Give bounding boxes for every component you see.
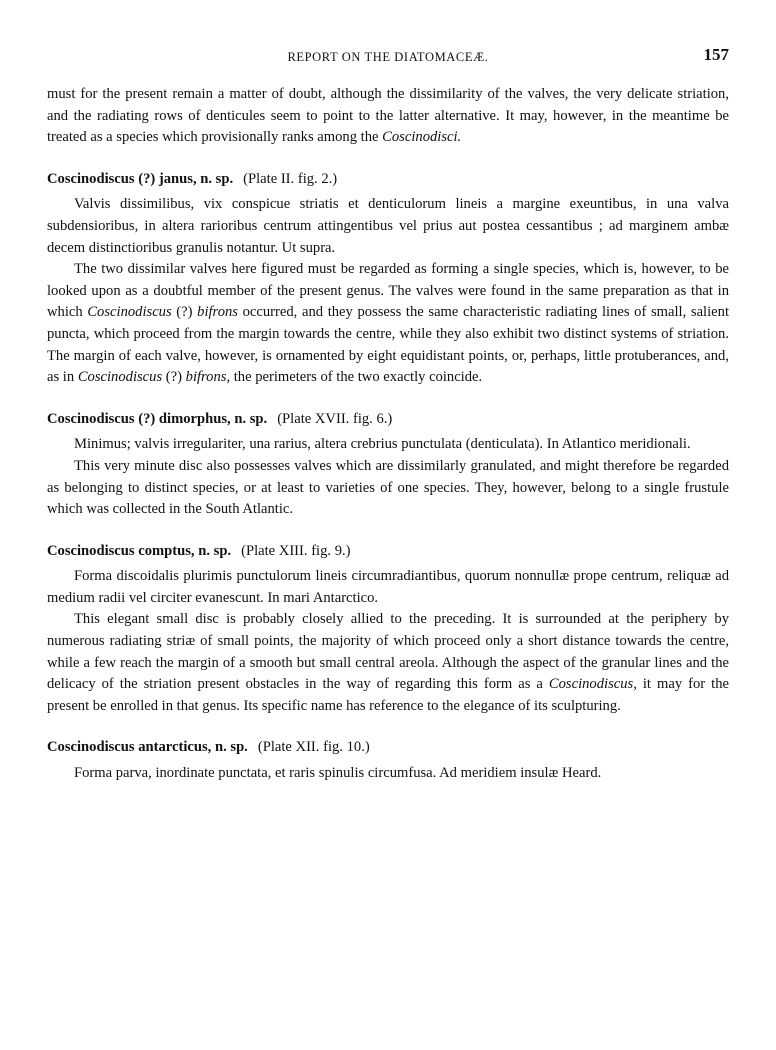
description-text: The two dissimilar valves here figured must be regarded as forming a single species, which is, however, to be looked upon as a doubtful member of the present genus. The valves were found in the same preparation as that in which bbox=[47, 261, 729, 321]
description-italic: bifrons, bbox=[185, 369, 231, 386]
description-paragraph: This very minute disc also possesses valves which are dissimilarly granulated, and might therefore be regarded as belonging to distinct species, or at least to varieties of one species. They, however, belong to a single frustule which was collected in the South Atlantic. bbox=[47, 457, 729, 518]
species-entry-janus bbox=[47, 169, 729, 389]
species-entry-dimorphus bbox=[47, 409, 729, 521]
plate-reference: (Plate II. fig. 2.) bbox=[243, 170, 338, 187]
intro-text: must for the present remain a matter of doubt, although the dissimilarity of the valves, the very delicate striation, and the radiating rows of denticules seem to point to the latter alternative. It may, however, in the meantime be treated as a species which provisionally ranks among the bbox=[47, 86, 729, 146]
description-paragraph bbox=[47, 259, 729, 389]
species-heading bbox=[47, 169, 729, 191]
latin-diagnosis: Forma discoidalis plurimis punctulorum lineis circumradiantibus, quorum nonnullæ prope centrum, reliquæ ad medium radii vel circiter evanescunt. In mari Antarctico. bbox=[47, 568, 729, 606]
latin-diagnosis: Minimus; valvis irregulariter, una rarius, altera crebrius punctulata (denticulata). In Atlantico meridionali. bbox=[74, 436, 691, 453]
description-italic: bifrons bbox=[197, 304, 238, 321]
species-name: Coscinodiscus (?) janus, n. sp. bbox=[47, 170, 234, 187]
plate-reference: (Plate XII. fig. 10.) bbox=[257, 739, 370, 756]
description-text: This elegant small disc is probably closely allied to the preceding. It is surrounded at the periphery by numerous radiating striæ of small points, the majority of which proceed only a short distance towards the centre, while a few reach the margin of a smooth but small central areola. Although the aspect of the granular lines and the delicacy of the striation present obstacles in the way of regarding this form as a bbox=[47, 611, 729, 693]
latin-diagnosis: Valvis dissimilibus, vix conspicue striatis et denticulorum lineis a margine exeuntibus, in una valva subdensioribus, in altera rarioribus centrum attingentibus vel prius aut postea cessantibus ; ad marginem ambæ decem distinctioribus granulis notantur. Ut supra. bbox=[47, 196, 729, 256]
plate-reference: (Plate XVII. fig. 6.) bbox=[277, 410, 393, 427]
species-entry-comptus bbox=[47, 541, 729, 718]
document-page bbox=[47, 44, 729, 785]
intro-italic: Coscinodisci. bbox=[382, 129, 462, 146]
species-heading bbox=[47, 737, 729, 759]
description-italic: Coscinodiscus, bbox=[548, 676, 637, 693]
description-paragraph bbox=[47, 609, 729, 717]
species-name: Coscinodiscus comptus, n. sp. bbox=[47, 542, 232, 559]
running-head bbox=[47, 44, 729, 70]
species-name: Coscinodiscus antarcticus, n. sp. bbox=[47, 739, 248, 756]
description-text: occurred, and they possess the same characteristic radiating lines of small, salient puncta, which proceed from the margin towards the centre, while they also exhibit two distinct systems of striation. The margin of each valve, however, is ornamented by eight equidistant points, or, perhaps, little protuberances, and, as in bbox=[47, 304, 729, 386]
page-number: 157 bbox=[703, 45, 729, 64]
plate-reference: (Plate XIII. fig. 9.) bbox=[241, 542, 351, 559]
latin-diagnosis: Forma parva, inordinate punctata, et raris spinulis circumfusa. Ad meridiem insulæ Heard. bbox=[74, 765, 602, 782]
species-heading bbox=[47, 409, 729, 431]
description-text: it may for the present be enrolled in that genus. Its specific name has reference to the elegance of its sculpturing. bbox=[47, 676, 729, 714]
intro-paragraph bbox=[47, 84, 729, 149]
species-heading bbox=[47, 541, 729, 563]
species-entry-antarcticus bbox=[47, 737, 729, 784]
description-text: (?) bbox=[162, 369, 186, 386]
running-title: REPORT ON THE DIATOMACEÆ. bbox=[287, 50, 489, 64]
description-italic: Coscinodiscus bbox=[77, 369, 163, 386]
species-name: Coscinodiscus (?) dimorphus, n. sp. bbox=[47, 410, 268, 427]
description-italic: Coscinodiscus bbox=[87, 304, 172, 321]
description-text: (?) bbox=[171, 304, 198, 321]
description-text: the perimeters of the two exactly coincide. bbox=[230, 369, 483, 386]
